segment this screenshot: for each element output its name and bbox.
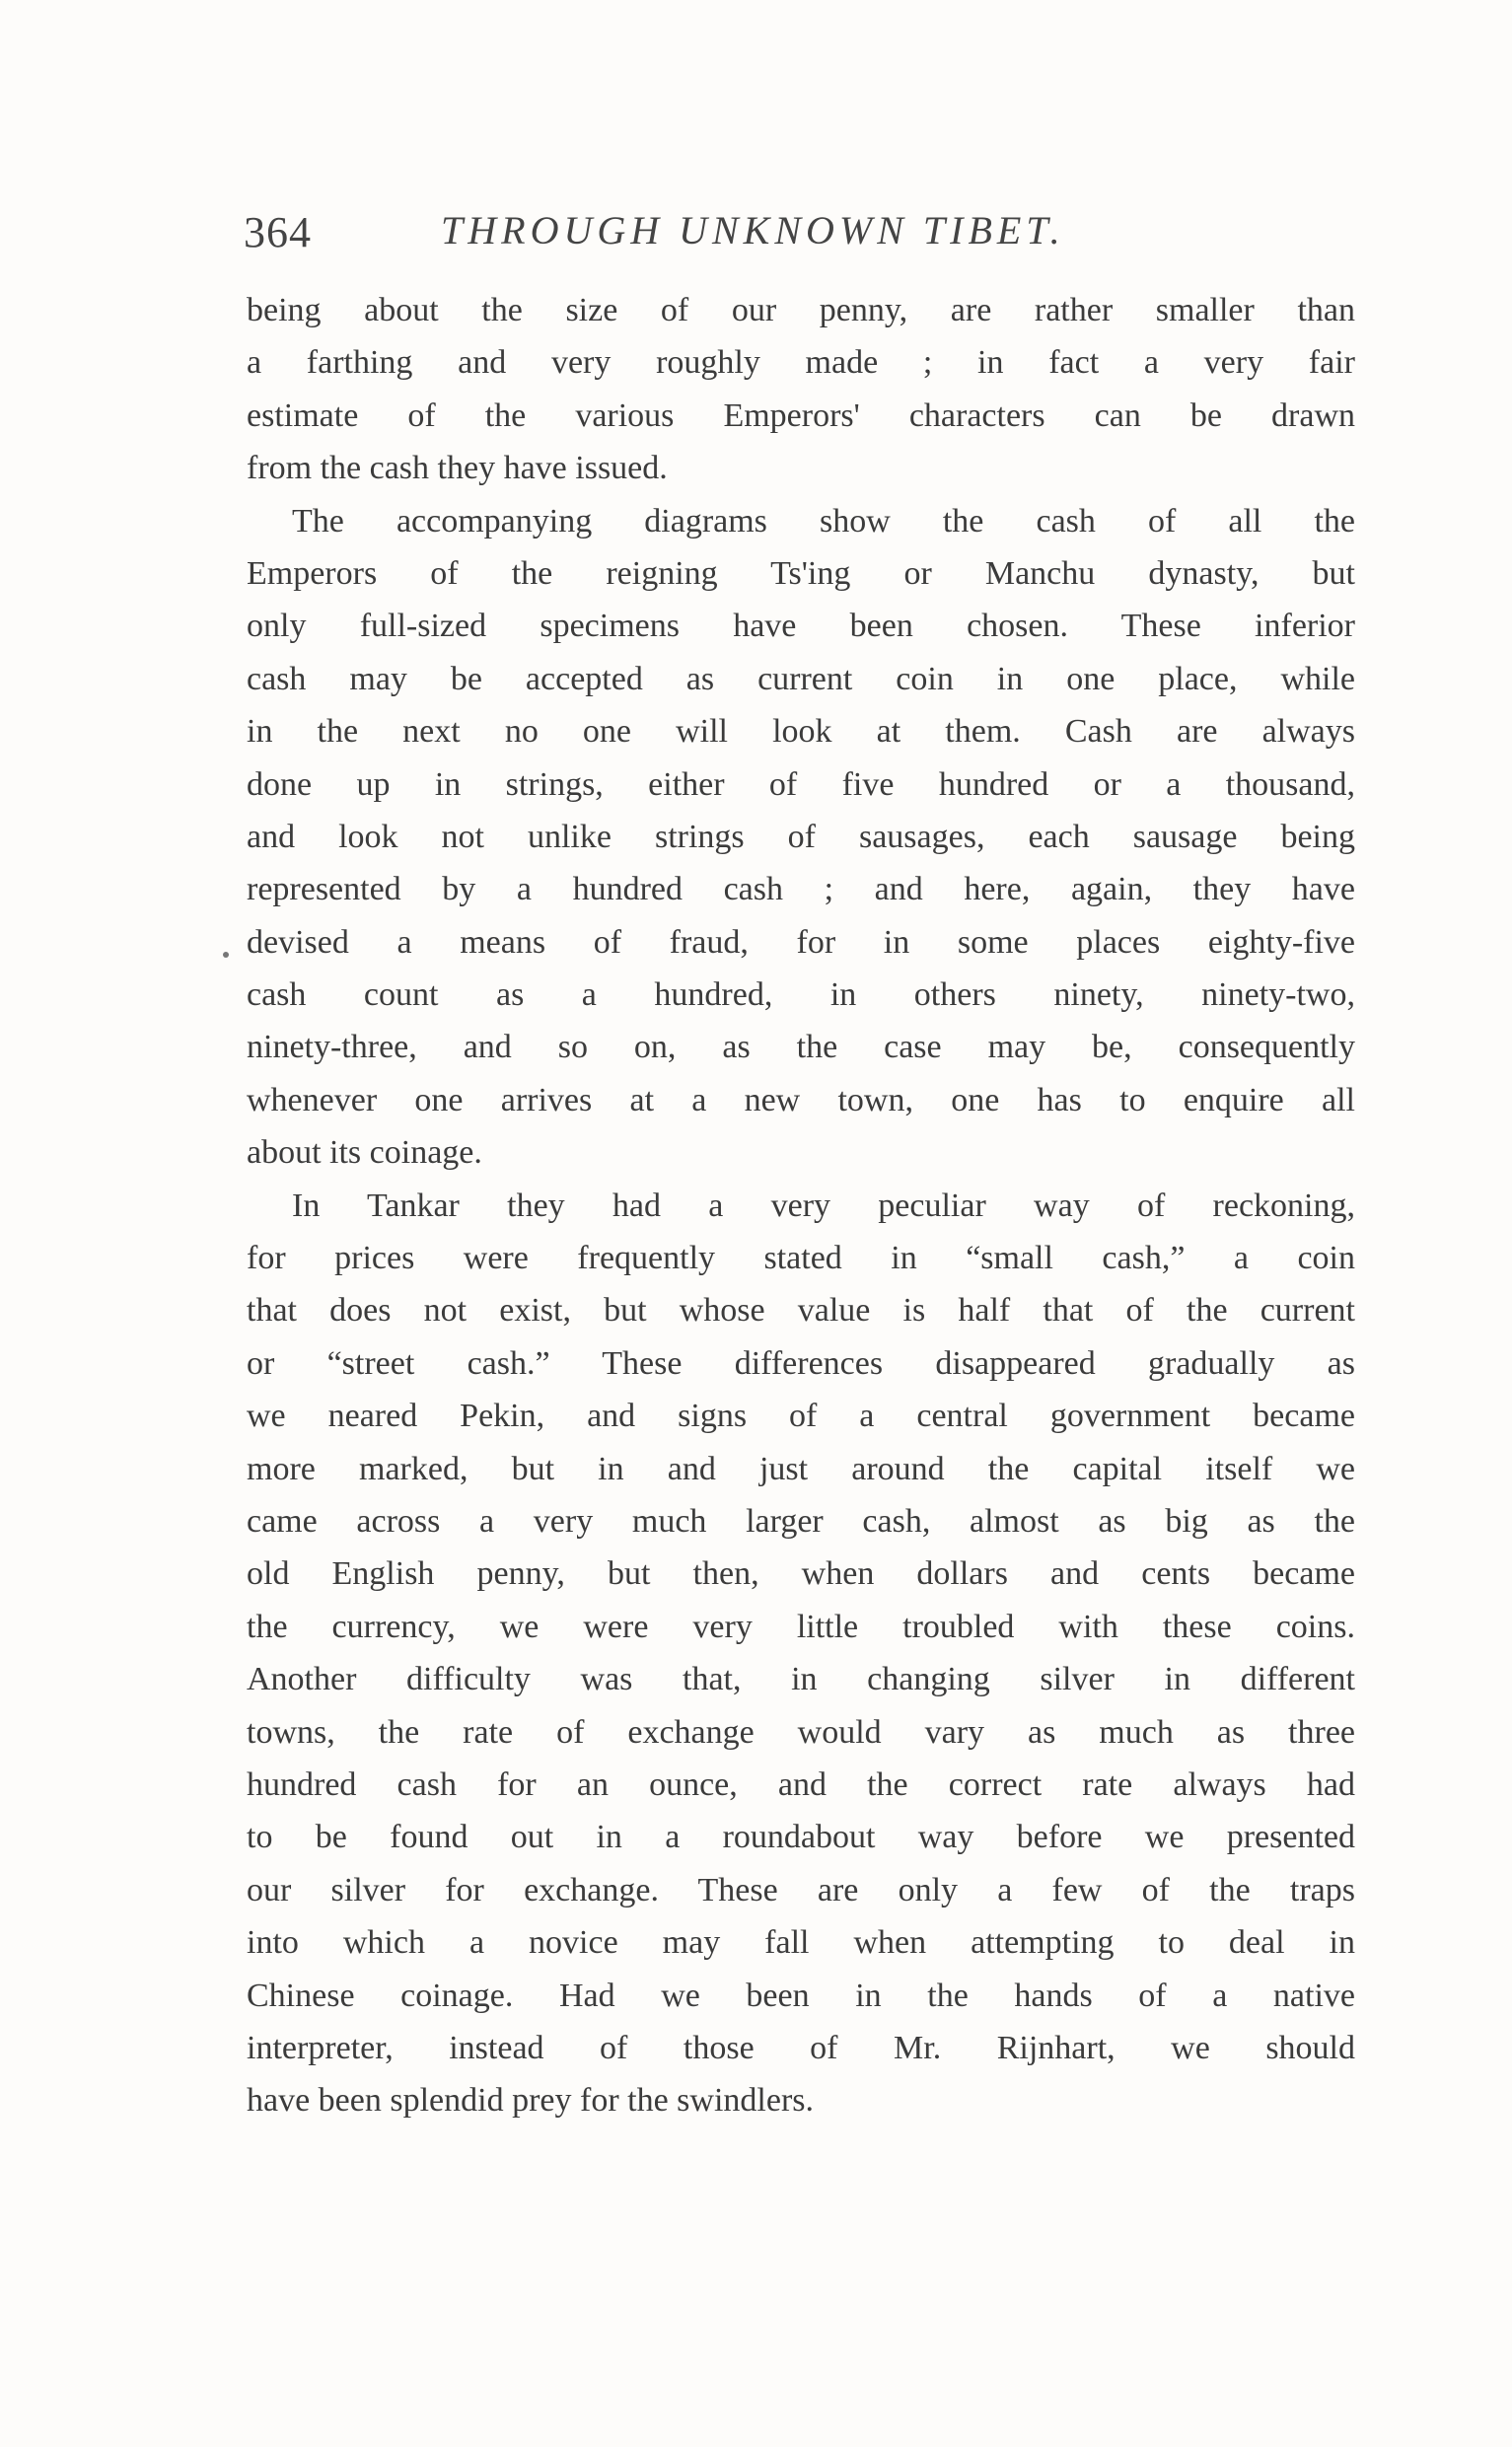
text-line: the currency, we were very little troubled with these coins.	[247, 1608, 1355, 1645]
text-line: or “street cash.” These differences disappeared gradually as	[247, 1344, 1355, 1382]
page-number: 364	[244, 208, 312, 256]
text-line: being about the size of our penny, are rather smaller than	[247, 292, 1355, 328]
text-line: done up in strings, either of five hundred or a thousand,	[247, 765, 1355, 803]
text-line: only full-sized specimens have been chosen. These inferior	[247, 608, 1355, 645]
text-line: whenever one arrives at a new town, one has to enquire all	[247, 1081, 1355, 1118]
text-line: from the cash they have issued.	[247, 450, 668, 487]
running-head	[244, 207, 1181, 266]
text-line: interpreter, instead of those of Mr. Rijnhart, we should	[247, 2029, 1355, 2066]
margin-ink-mark	[223, 952, 229, 958]
text-line: ninety-three, and so on, as the case may be, consequently	[247, 1029, 1355, 1066]
text-line: have been splendid prey for the swindlers.	[247, 2082, 814, 2120]
running-title: THROUGH UNKNOWN TIBET.	[441, 208, 1065, 252]
paragraph-1	[247, 284, 1355, 495]
text-line: Emperors of the reigning Ts'ing or Manchu dynasty, but	[247, 554, 1355, 592]
text-line: about its coinage.	[247, 1134, 482, 1172]
text-line: In Tankar they had a very peculiar way of reckoning,	[292, 1187, 1355, 1224]
text-line: represented by a hundred cash ; and here, again, they have	[247, 871, 1355, 908]
text-line: we neared Pekin, and signs of a central government became	[247, 1398, 1355, 1435]
text-line: and look not unlike strings of sausages, each sausage being	[247, 818, 1355, 855]
text-line: cash may be accepted as current coin in one place, while	[247, 660, 1355, 697]
text-line: in the next no one will look at them. Cash are always	[247, 713, 1355, 751]
text-line: to be found out in a roundabout way before we presented	[247, 1819, 1355, 1856]
text-line: estimate of the various Emperors' characters can be drawn	[247, 396, 1355, 434]
paragraph-3	[247, 1180, 1355, 2127]
text-line: old English penny, but then, when dollars and cents became	[247, 1555, 1355, 1593]
text-line: Another difficulty was that, in changing silver in different	[247, 1661, 1355, 1698]
text-line: hundred cash for an ounce, and the correct rate always had	[247, 1765, 1355, 1803]
text-line: The accompanying diagrams show the cash of all the	[292, 502, 1355, 540]
paragraph-2	[247, 495, 1355, 1180]
text-line: into which a novice may fall when attempting to deal in	[247, 1924, 1355, 1962]
text-line: our silver for exchange. These are only a few of the traps	[247, 1871, 1355, 1908]
text-line: for prices were frequently stated in “small cash,” a coin	[247, 1240, 1355, 1277]
text-line: a farthing and very roughly made ; in fact a very fair	[247, 344, 1355, 382]
text-line: that does not exist, but whose value is half that of the current	[247, 1292, 1355, 1330]
text-line: more marked, but in and just around the capital itself we	[247, 1450, 1355, 1487]
text-line: cash count as a hundred, in others ninety, ninety-two,	[247, 976, 1355, 1014]
body-text	[247, 284, 1355, 2127]
text-line: towns, the rate of exchange would vary as much as three	[247, 1713, 1355, 1751]
text-line: devised a means of fraud, for in some places eighty-five	[247, 923, 1355, 961]
text-line: Chinese coinage. Had we been in the hands of a native	[247, 1977, 1355, 2014]
text-line: came across a very much larger cash, almost as big as the	[247, 1502, 1355, 1540]
